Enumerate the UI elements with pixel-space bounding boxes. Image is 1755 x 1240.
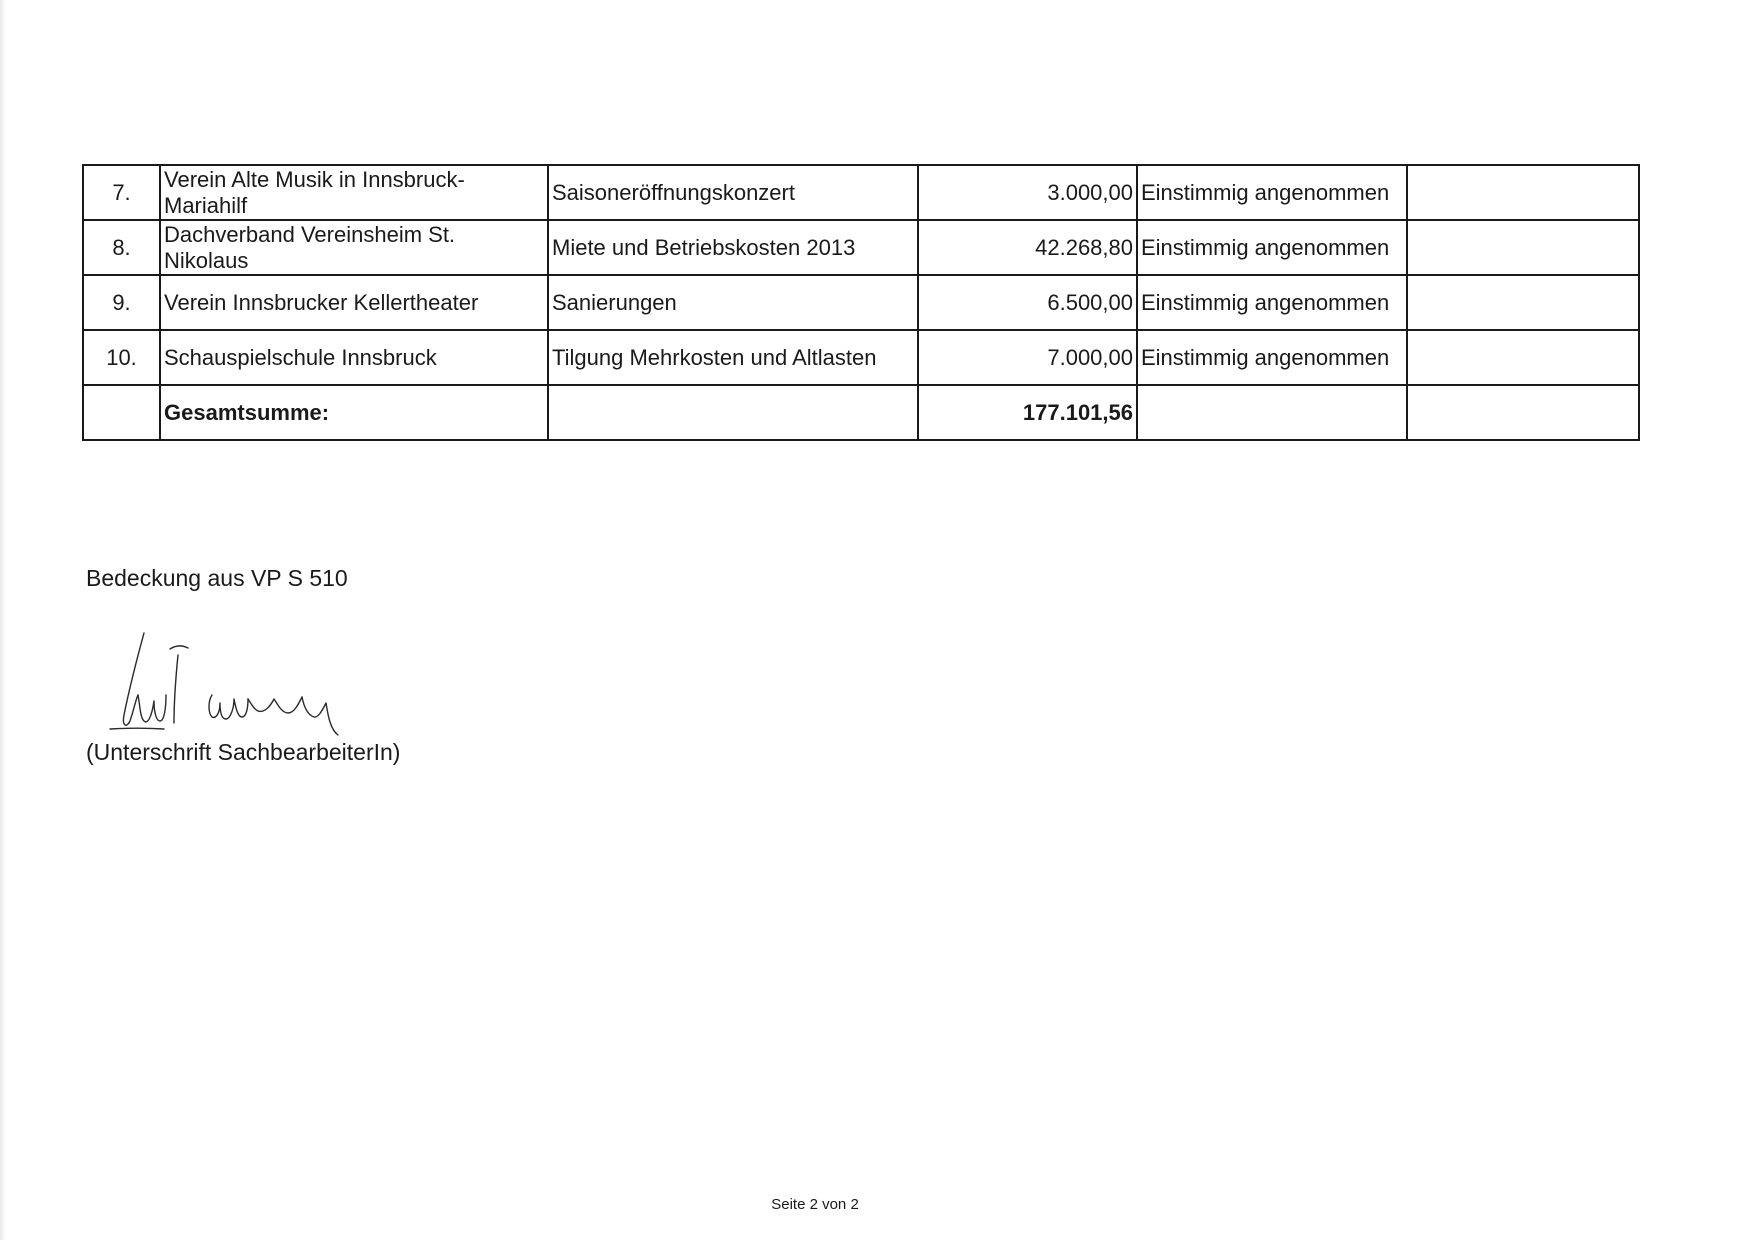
total-status-cell [1137, 385, 1407, 440]
applicant-name: Verein Innsbrucker Kellertheater [160, 275, 548, 330]
decision-status: Einstimmig angenommen [1137, 275, 1407, 330]
row-number: 9. [83, 275, 160, 330]
applicant-name: Verein Alte Musik in Innsbruck-Mariahilf [160, 165, 548, 220]
grant-purpose: Saisoneröffnungskonzert [548, 165, 918, 220]
row-number: 7. [83, 165, 160, 220]
table-row [83, 330, 1639, 385]
decision-status: Einstimmig angenommen [1137, 165, 1407, 220]
note-cell [1407, 220, 1639, 275]
total-note-cell [1407, 385, 1639, 440]
total-label: Gesamtsumme: [160, 385, 548, 440]
handwritten-signature [108, 625, 388, 745]
decision-status: Einstimmig angenommen [1137, 330, 1407, 385]
table-row [83, 165, 1639, 220]
row-number: 8. [83, 220, 160, 275]
total-row [83, 385, 1639, 440]
note-cell [1407, 165, 1639, 220]
grant-amount: 7.000,00 [918, 330, 1137, 385]
table-row [83, 275, 1639, 330]
decision-status: Einstimmig angenommen [1137, 220, 1407, 275]
grant-amount: 6.500,00 [918, 275, 1137, 330]
table-row [83, 220, 1639, 275]
applicant-name: Schauspielschule Innsbruck [160, 330, 548, 385]
note-cell [1407, 330, 1639, 385]
row-number: 10. [83, 330, 160, 385]
coverage-note: Bedeckung aus VP S 510 [86, 565, 348, 591]
grant-amount: 42.268,80 [918, 220, 1137, 275]
total-amount: 177.101,56 [918, 385, 1137, 440]
grants-table [82, 164, 1640, 441]
page-number: Seite 2 von 2 [771, 1196, 859, 1213]
grant-purpose: Tilgung Mehrkosten und Altlasten [548, 330, 918, 385]
grant-purpose: Sanierungen [548, 275, 918, 330]
total-purpose-cell [548, 385, 918, 440]
signature-caption: (Unterschrift SachbearbeiterIn) [86, 739, 401, 765]
note-cell [1407, 275, 1639, 330]
scan-edge-shadow [0, 0, 6, 1240]
grant-purpose: Miete und Betriebskosten 2013 [548, 220, 918, 275]
applicant-name: Dachverband Vereinsheim St. Nikolaus [160, 220, 548, 275]
total-number-cell [83, 385, 160, 440]
grant-amount: 3.000,00 [918, 165, 1137, 220]
